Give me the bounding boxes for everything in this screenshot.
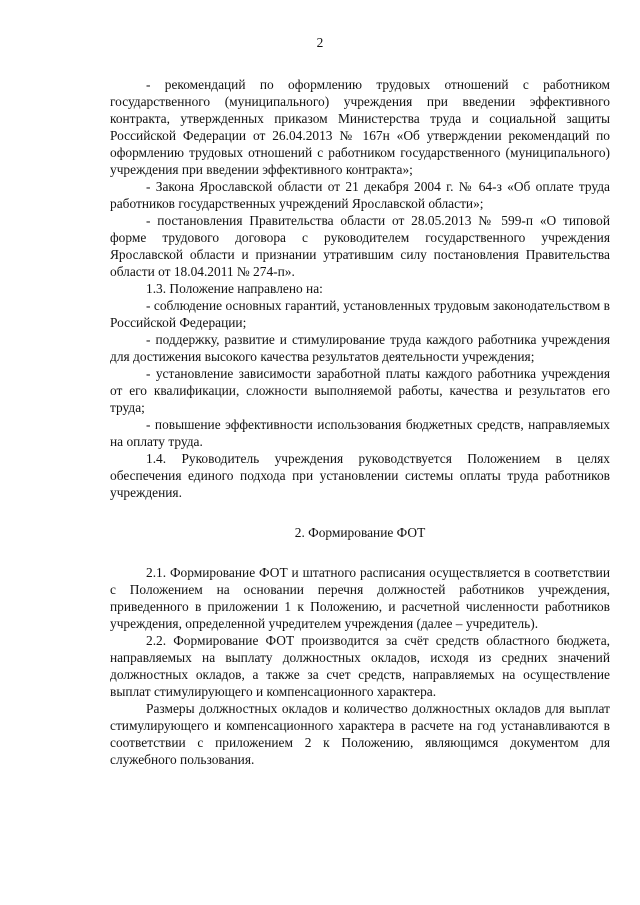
paragraph: 2.2. Формирование ФОТ производится за счёт средств областного бюджета, направляемых на выплату должностных окладов, исходя из средних значений должностных окладов, а также за счет средств, направляемых на осуществление выплат стимулирующего и компенсационного характера. [110,633,610,699]
paragraph: - Закона Ярославской области от 21 декабря 2004 г. № 64-з «Об оплате труда работников государственных учреждений Ярославской области»; [110,179,610,211]
paragraph: Размеры должностных окладов и количество должностных окладов для выплат стимулирующего и компенсационного характера в расчете на год устанавливаются в соответствии с приложением 2 к Положению, являющимся документом для служебного пользования. [110,701,610,767]
page-number: 2 [316,35,324,50]
paragraph: - рекомендаций по оформлению трудовых отношений с работником государственного (муниципального) учреждения при введении эффективного контракта, утвержденных приказом Министерства труда и социальной защиты Российской Федерации от 26.04.2013 № 167н «Об утверждении рекомендаций по оформлению трудовых отношений с работником государственного (муниципального) учреждения при введении эффективного контракта»; [110,77,610,177]
paragraph: 2.1. Формирование ФОТ и штатного расписания осуществляется в соответствии с Положением на основании перечня должностей работников учреждения, приведенного в приложении 1 к Положению, и расчетной численности работников учреждения, определенной учредителем учреждения (далее – учредитель). [110,565,610,631]
paragraph: - соблюдение основных гарантий, установленных трудовым законодательством в Российской Федерации; [110,298,610,330]
paragraph: 1.4. Руководитель учреждения руководствуется Положением в целях обеспечения единого подхода при установлении системы оплаты труда работников учреждения. [110,451,610,500]
document-body [110,76,610,768]
paragraph: - установление зависимости заработной платы каждого работника учреждения от его квалификации, сложности выполняемой работы, качества и результатов его труда; [110,366,610,415]
paragraph: - повышение эффективности использования бюджетных средств, направляемых на оплату труда. [110,417,610,449]
paragraph: - постановления Правительства области от 28.05.2013 № 599-п «О типовой форме трудового договора с руководителем государственного учреждения Ярославской области и признании утратившим силу постановления Правительства области от 18.04.2011 № 274-п». [110,213,610,279]
section-heading: 2. Формирование ФОТ [294,525,426,540]
paragraph: 1.3. Положение направлено на: [146,281,323,296]
paragraph: - поддержку, развитие и стимулирование труда каждого работника учреждения для достижения высокого качества результатов деятельности учреждения; [110,332,610,364]
